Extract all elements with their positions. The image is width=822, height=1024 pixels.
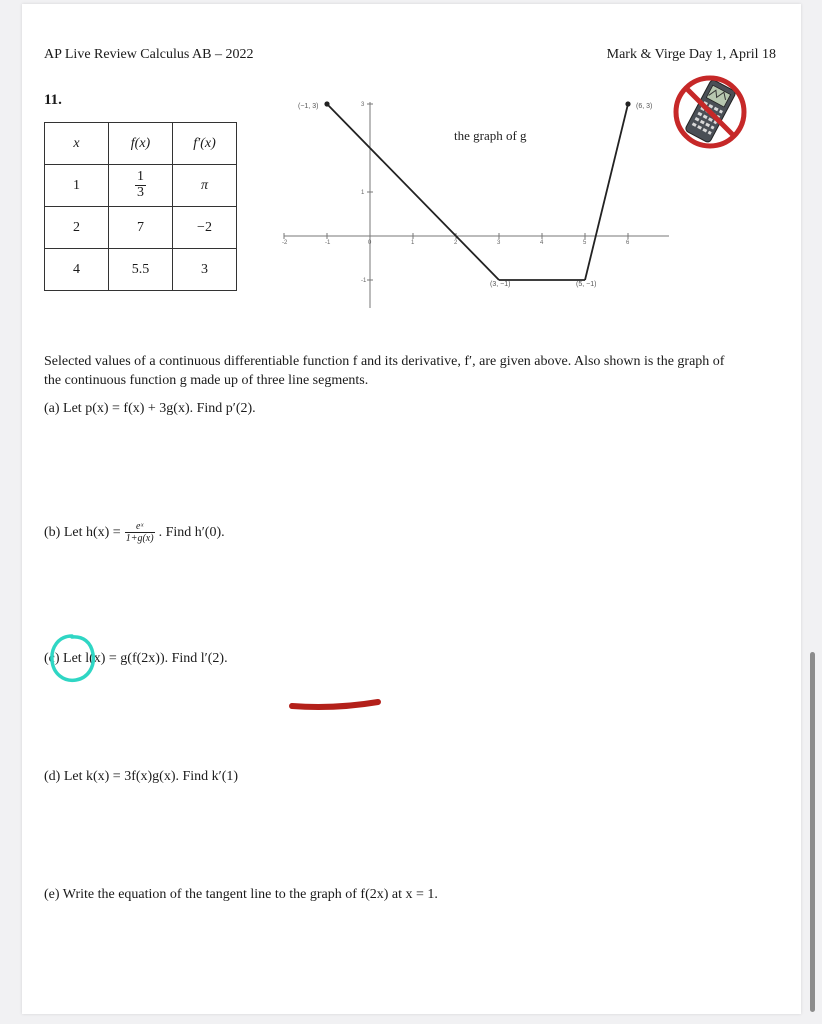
x-tick-label: -2 <box>282 240 288 246</box>
point-label-corner2: (5, −1) <box>576 281 597 288</box>
x-tick-label: 5 <box>583 240 587 246</box>
table-cell: 3 <box>173 249 237 291</box>
y-tick-label: 1 <box>361 190 365 196</box>
y-tick-label: -1 <box>361 278 367 284</box>
fraction <box>135 170 146 200</box>
table-cell: 2 <box>45 207 109 249</box>
x-tick-label: 0 <box>368 240 372 246</box>
highlight-circle-annotation <box>48 632 100 686</box>
part-b-fraction <box>125 521 155 544</box>
fraction-numerator: eˣ <box>125 521 155 533</box>
table-cell <box>109 165 173 207</box>
x-tick-label: 4 <box>540 240 544 246</box>
table-cell: 7 <box>109 207 173 249</box>
course-title: AP Live Review Calculus AB – 2022 <box>44 47 254 62</box>
table-header: f(x) <box>109 123 173 165</box>
part-b <box>44 521 225 544</box>
session-date: Mark & Virge Day 1, April 18 <box>606 47 776 62</box>
table-cell: 4 <box>45 249 109 291</box>
underline-annotation <box>288 694 384 714</box>
fraction-denominator: 1+g(x) <box>125 533 154 544</box>
endpoint-end <box>625 101 630 106</box>
point-label-end: (6, 3) <box>636 103 653 110</box>
endpoint-start <box>324 101 329 106</box>
scrollbar[interactable] <box>810 652 815 1012</box>
part-b-prefix: (b) Let h(x) = <box>44 524 121 540</box>
table-header: f′(x) <box>173 123 237 165</box>
table-header: x <box>45 123 109 165</box>
table-header-row <box>45 123 237 165</box>
question-number: 11. <box>44 92 62 108</box>
graph-segment <box>585 104 628 280</box>
x-tick-label: 2 <box>454 240 458 246</box>
x-tick-label: 6 <box>626 240 630 246</box>
no-calculator-icon <box>670 72 750 152</box>
y-tick-label: 3 <box>361 102 365 108</box>
x-tick-label: 3 <box>497 240 501 246</box>
table-row <box>45 207 237 249</box>
part-d: (d) Let k(x) = 3f(x)g(x). Find k′(1) <box>44 769 239 784</box>
part-a: (a) Let p(x) = f(x) + 3g(x). Find p′(2). <box>44 401 256 416</box>
fraction-numerator: 1 <box>137 169 144 185</box>
table-row <box>45 165 237 207</box>
point-label-corner1: (3, −1) <box>490 281 511 288</box>
point-label-start: (−1, 3) <box>298 103 319 110</box>
table-cell: π <box>173 165 237 207</box>
table-cell: −2 <box>173 207 237 249</box>
values-table <box>44 122 237 291</box>
x-tick-label: -1 <box>325 240 331 246</box>
part-e: (e) Write the equation of the tangent line to the graph of f(2x) at x = 1. <box>44 887 438 902</box>
x-tick-label: 1 <box>411 240 415 246</box>
table-row <box>45 249 237 291</box>
part-b-suffix: . Find h′(0). <box>158 524 225 540</box>
part-c: (c) Let l(x) = g(f(2x)). Find l′(2). <box>44 651 228 666</box>
problem-description: Selected values of a continuous differentiable function f and its derivative, f′, are given above. Also shown is the graph of the continuous function g made up of three line segments. <box>44 354 725 388</box>
graph-title: the graph of g <box>454 128 527 143</box>
table-cell: 1 <box>45 165 109 207</box>
fraction-denominator: 3 <box>137 185 144 200</box>
table-cell: 5.5 <box>109 249 173 291</box>
graph-of-g <box>264 94 684 316</box>
